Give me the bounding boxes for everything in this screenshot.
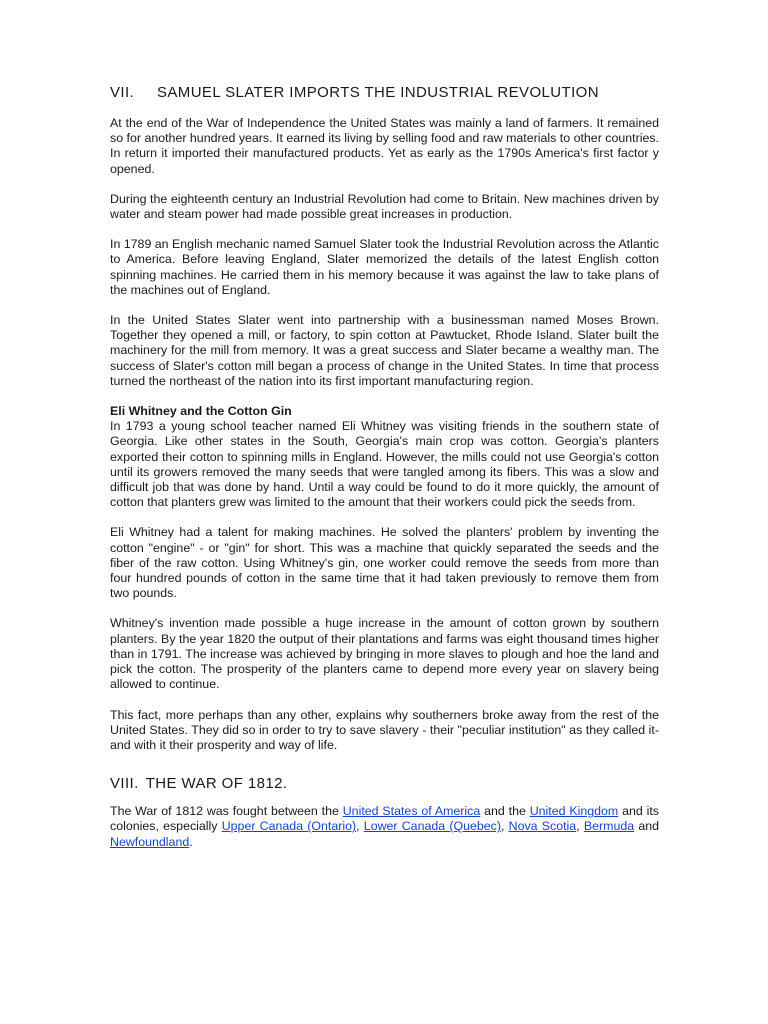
section-title: THE WAR OF 1812. (145, 775, 288, 793)
text-span: , (356, 819, 360, 834)
paragraph: In 1793 a young school teacher named Eli Whitney was visiting friends in the southern state of Georgia. Like other states in the South, Georgia's main crop was cotton. Georgia's planters exported their cotton to spinning mills in England. However, the mills could not use Georgia's cotton until its growers removed the many seeds that were tangled among its fibers. This was a slow and difficult job that was done by hand. Until a way could be found to do it more quickly, the amount of cotton that planters grew was limited to the amount that their workers could pick the seeds from. (110, 419, 659, 510)
section-number: VIII. (110, 775, 139, 793)
paragraph: Whitney's invention made possible a huge increase in the amount of cotton grown by southern planters. By the year 1820 the output of their plantations and farms was eight thousand times higher than in 1791. The increase was achieved by bringing in more slaves to plough and hoe the land and pick the cotton. The prosperity of the planters came to depend more every year on slavery being allowed to continue. (110, 616, 659, 692)
text-span: , (500, 819, 505, 834)
text-span: , (576, 819, 580, 834)
text-span: . (189, 834, 193, 849)
paragraph: In the United States Slater went into partnership with a businessman named Moses Brown. Together they opened a mill, or factory, to spin cotton at Pawtucket, Rhode Island. Slater built the machinery for the mill from memory. It was a great success and Slater became a wealthy man. The success of Slater's cotton mill began a process of change in the United States. In time that process turned the northeast of the nation into its first important manufacturing region. (110, 313, 659, 388)
section-heading-vii (110, 84, 659, 101)
section-number: VII. (110, 84, 135, 101)
subheading: Eli Whitney and the Cotton Gin (110, 404, 292, 419)
section-title: SAMUEL SLATER IMPORTS THE INDUSTRIAL REVOLUTION (157, 84, 599, 101)
paragraph: In 1789 an English mechanic named Samuel Slater took the Industrial Revolution across the Atlantic to America. Before leaving England, Slater memorized the details of the latest English cotton spinning machines. He carried them in his memory because it was against the law to take plans of the machines out of England. (110, 237, 659, 297)
link-upper-canada[interactable]: Upper Canada (Ontario) (221, 819, 357, 834)
text-span: and (638, 819, 660, 834)
paragraph-war-of-1812 (110, 804, 659, 850)
link-united-kingdom[interactable]: United Kingdom (529, 804, 619, 819)
paragraph: At the end of the War of Independence the United States was mainly a land of farmers. It remained so for another hundred years. It earned its living by selling food and raw materials to other countries. In return it imported their manufactured products. Yet as early as the 1790s America's first factor y opened. (110, 116, 659, 176)
paragraph: During the eighteenth century an Industrial Revolution had come to Britain. New machines driven by water and steam power had made possible great increases in production. (110, 191, 659, 222)
text-span: and its colonies, especially (110, 804, 660, 834)
link-united-states[interactable]: United States of America (342, 804, 481, 819)
document-content (110, 84, 659, 865)
link-bermuda[interactable]: Bermuda (583, 819, 635, 834)
link-nova-scotia[interactable]: Nova Scotia (508, 819, 577, 834)
paragraph: This fact, more perhaps than any other, explains why southerners broke away from the rest of the United States. They did so in order to try to save slavery - their "peculiar institution" as they called it-and with it their prosperity and way of life. (110, 707, 659, 752)
link-lower-canada[interactable]: Lower Canada (Quebec) (363, 819, 501, 834)
link-newfoundland[interactable]: Newfoundland (110, 834, 190, 849)
section-heading-viii (110, 775, 659, 792)
text-span: and the (484, 804, 526, 819)
paragraph: Eli Whitney had a talent for making machines. He solved the planters' problem by inventing the cotton "engine" - or "gin" for short. This was a machine that quickly separated the seeds and the fiber of the raw cotton. Using Whitney's gin, one worker could remove the seeds from more than four hundred pounds of cotton in the same time that it had taken previously to remove them from two pounds. (110, 525, 659, 601)
text-span: The War of 1812 was fought between the (110, 804, 339, 819)
